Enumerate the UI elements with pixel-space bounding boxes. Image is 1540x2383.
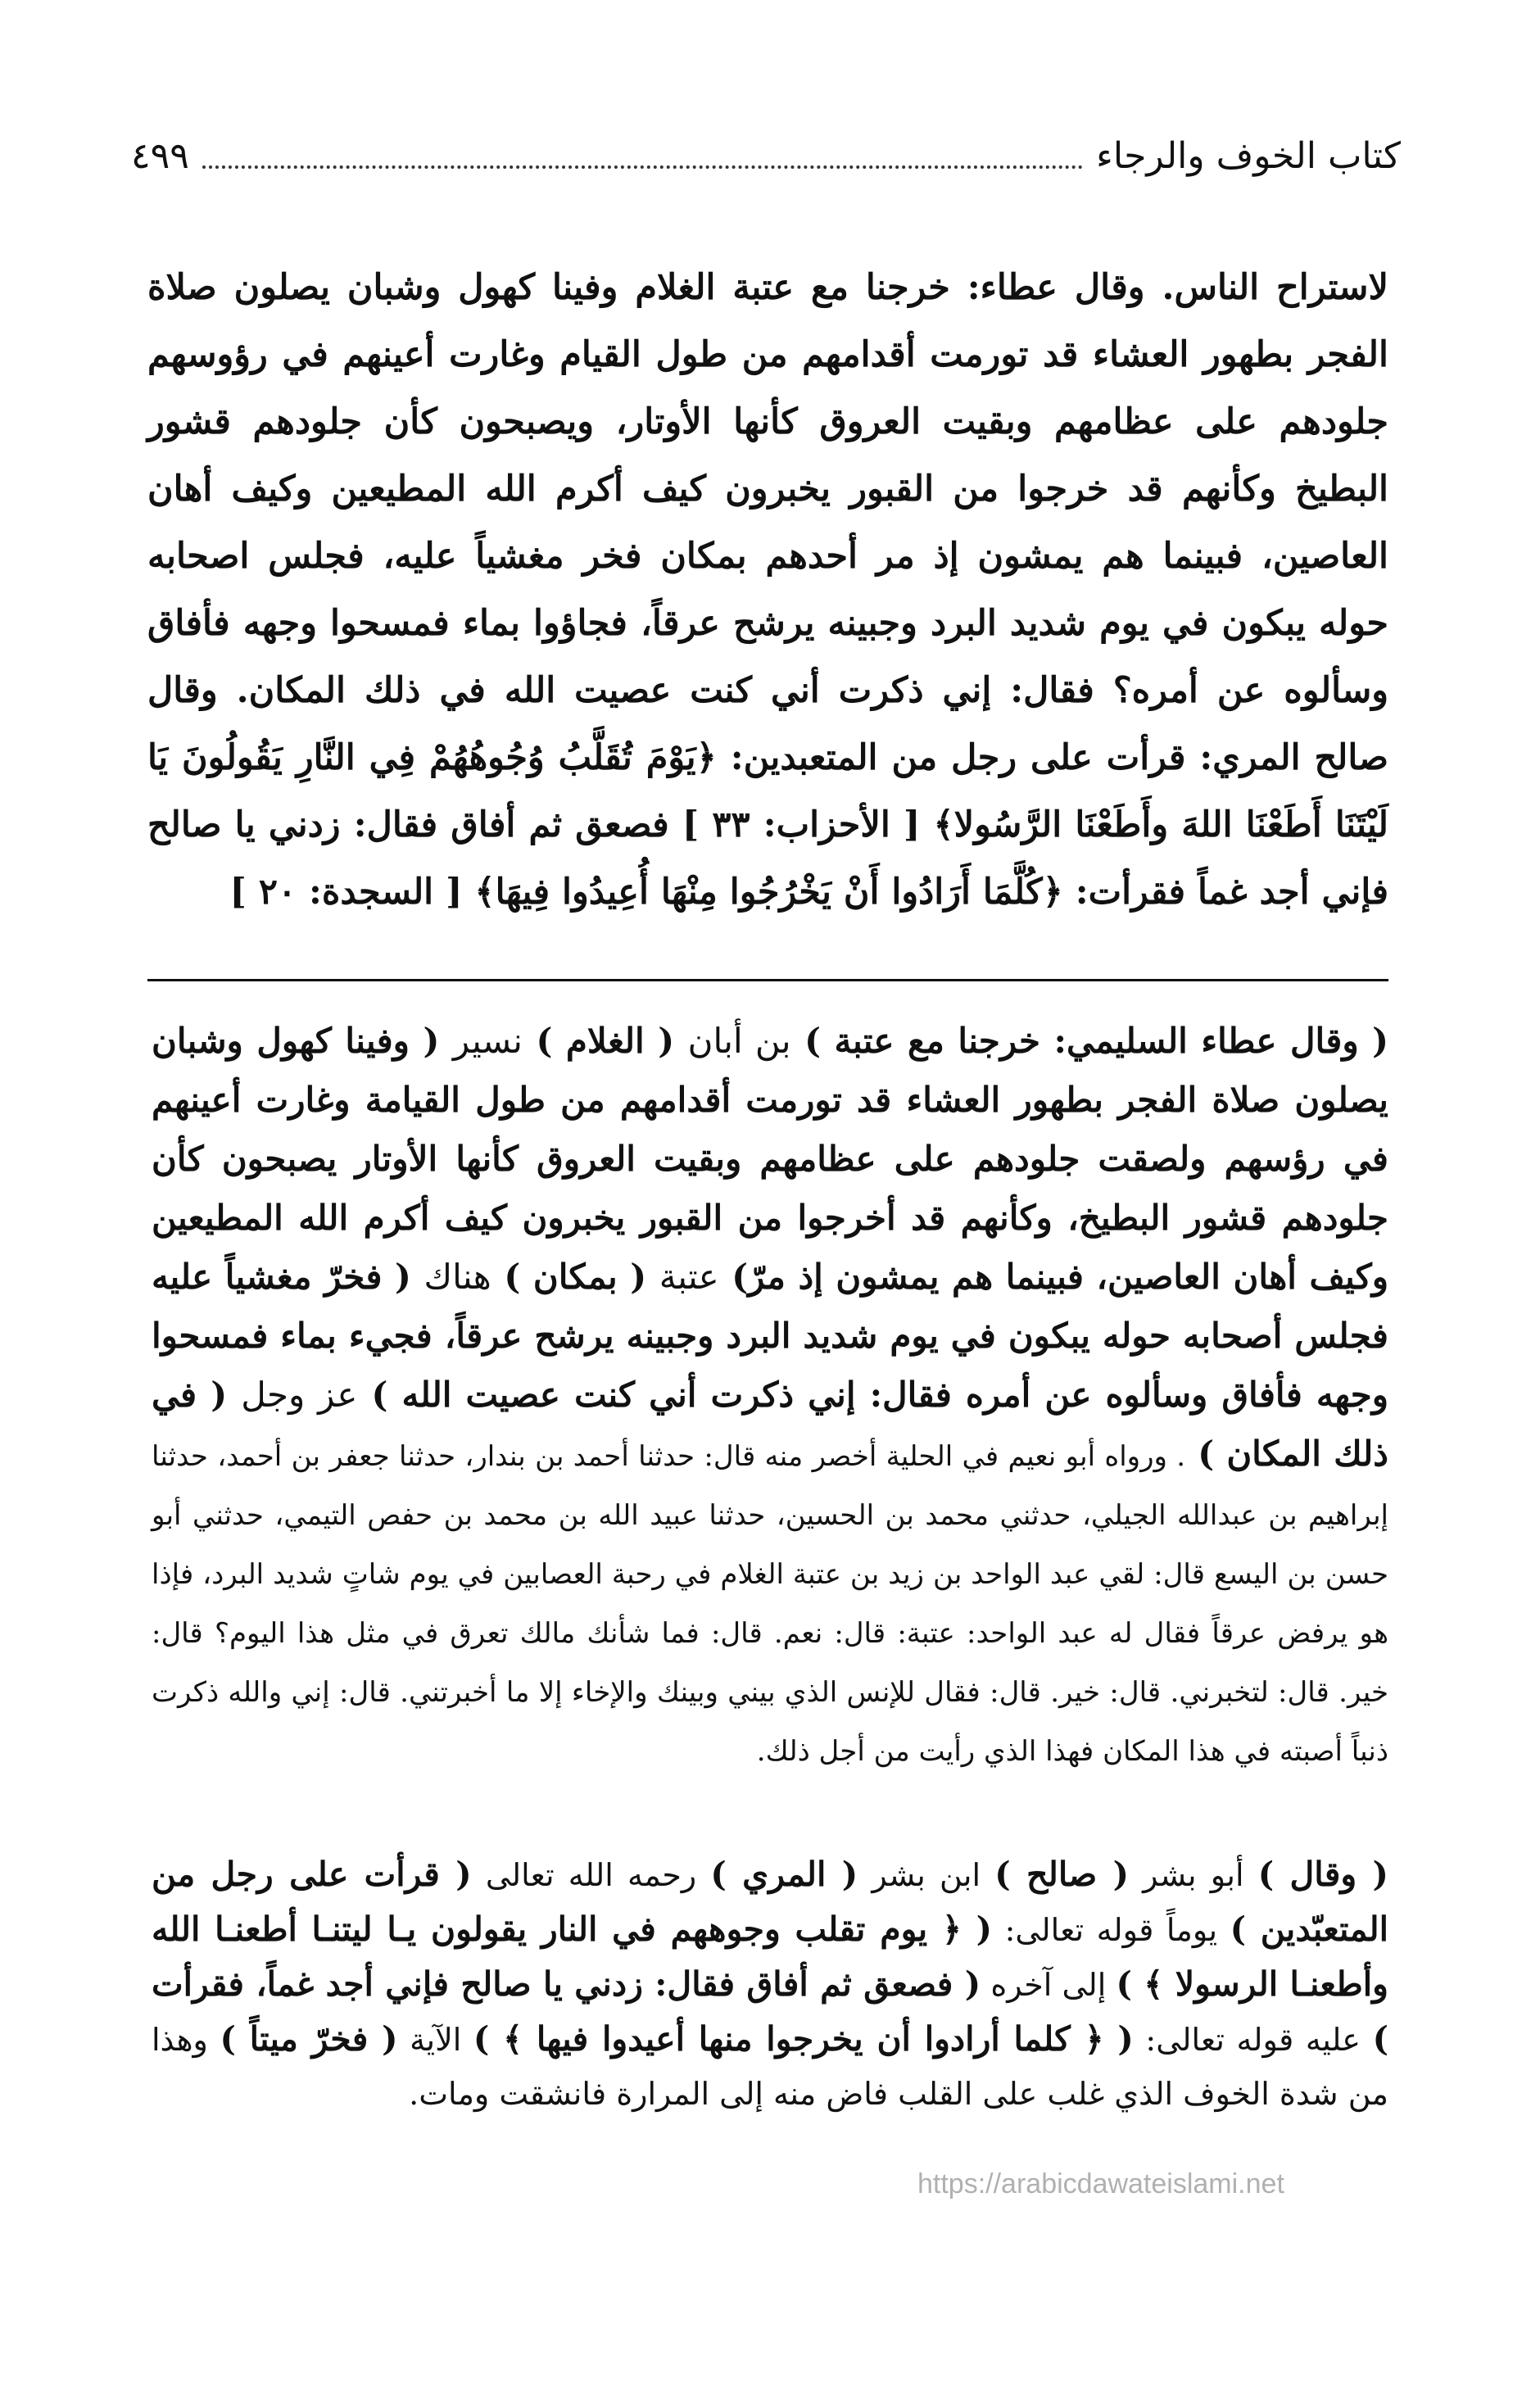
source-watermark: https://arabicdawateislami.net [917, 2168, 1284, 2200]
main-text [147, 254, 1388, 926]
commentary-1-bold-a: ( وقال عطاء السليمي: خرجنا مع عتبة ) [804, 1021, 1389, 1061]
main-paragraph: لاستراح الناس. وقال عطاء: خرجنا مع عتبة الغلام وفينا كهول وشبان يصلون صلاة الفجر بطهور العشاء قد تورمت أقدامهم من طول القيام وغارت أعينهم في رؤوسهم جلودهم على عظامهم وبقيت العروق كأنها الأوتار، ويصبحون كأن جلودهم قشور البطيخ وكأنهم قد خرجوا من القبور يخبرون كيف أكرم الله المطيعين وكيف أهان العاصين، فبينما هم يمشون إذ مر أحدهم بمكان فخر مغشياً عليه، فجلس اصحابه حوله يبكون في يوم شديد البرد وجبينه يرشح عرقاً، فجاؤوا بماء فمسحوا وجهه فأفاق وسألوه عن أمره؟ فقال: إني ذكرت أني كنت عصيت الله في ذلك المكان. وقال صالح المري: قرأت على رجل من المتعبدين: ﴿يَوْمَ تُقَلَّبُ وُجُوهُهُمْ فِي النَّارِ يَقُولُونَ يَا لَيْتَنَا أَطَعْنَا اللهَ وأَطَعْنَا الرَّسُولا﴾ [ الأحزاب: ٣٣ ] فصعق ثم أفاق فقال: زدني يا صالح فإني أجد غماً فقرأت: ﴿كُلَّمَا أَرَادُوا أَنْ يَخْرُجُوا مِنْهَا أُعِيدُوا فِيهَا﴾ [ السجدة: ٢٠ ] [147, 267, 1388, 913]
commentary-2-bold-2: ( صالح ) [994, 1855, 1129, 1894]
book-title: كتاب الخوف والرجاء [1096, 134, 1401, 177]
commentary-2-norm-5: إلى آخره [990, 1967, 1107, 2003]
commentary-1-norm-b: نسير [452, 1021, 523, 1061]
commentary-2-bold-1: ( وقال ) [1257, 1855, 1388, 1894]
commentary-1-bold-f: ( في ذلك المكان ) [152, 1375, 1388, 1474]
commentary-2-bold-8: ( فخرّ ميتاً ) [220, 2019, 398, 2059]
commentary-block-2 [152, 1847, 1388, 2121]
commentary-2-bold-5: ( ﴿ يوم تقلب وجوههم في النار يقولون يـا ليتنـا أطعنـا الله وأطعنـا الرسولا ﴾ ) [152, 1910, 1388, 2004]
commentary-2-bold-3: ( المري ) [710, 1855, 858, 1894]
commentary-1-narration: . ورواه أبو نعيم في الحلية أخصر منه قال: حدثنا أحمد بن بندار، حدثنا جعفر بن أحمد، حدثنا إبراهيم بن عبدالله الجيلي، حدثني محمد بن الحسين، حدثنا عبيد الله بن محمد بن حفص التيمي، حدثني أبو حسن بن اليسع قال: لقي عبد الواحد بن زيد بن عتبة الغلام في رحبة العصابين في يوم شاتٍ شديد البرد، فإذا هو يرفض عرقاً فقال له عبد الواحد: عتبة: قال: نعم. قال: فما شأنك مالك تعرق في مثل هذا اليوم؟ قال: خير. قال: لتخبرني. قال: خير. قال: فقال للإنس الذي بيني وبينك والإخاء إلا ما أخبرتني. قال: إني والله ذكرت ذنباً أصبته في هذا المكان فهذا الذي رأيت من أجل ذلك. [152, 1440, 1388, 1768]
commentary-1-norm-d: هناك [424, 1257, 491, 1297]
commentary-2-norm-2: ابن بشر [872, 1857, 981, 1893]
commentary-1-bold-c: ( وفينا كهول وشبان يصلون صلاة الفجر بطهور العشاء قد تورمت أقدامهم من طول القيامة وغارت أعينهم في رؤسهم ولصقت جلودهم على عظامهم وبقيت العروق كأنها الأوتار يصبحون كأن جلودهم قشور البطيخ، وكأنهم قد أخرجوا من القبور يخبرون كيف أكرم الله المطيعين وكيف أهان العاصين، فبينما هم يمشون إذ مرّ) [152, 1021, 1388, 1297]
commentary-2-norm-1: أبو بشر [1143, 1857, 1244, 1893]
commentary-1-bold-e: ( فخرّ مغشياً عليه فجلس أصحابه حوله يبكون في يوم شديد البرد وجبينه يرشح عرقاً، فجيء بماء فمسحوا وجهه فأفاق وسألوه عن أمره فقال: إني ذكرت أني كنت عصيت الله ) [152, 1257, 1389, 1415]
commentary-1-norm-e: عز وجل [241, 1375, 358, 1415]
commentary-1-lead [152, 1012, 1388, 1778]
commentary-2-norm-4: يوماً قوله تعالى: [1004, 1912, 1218, 1948]
footnote-divider [147, 979, 1388, 981]
dotted-leader [202, 143, 1083, 169]
commentary-2-norm-3: رحمه الله تعالى [485, 1857, 697, 1893]
commentary-1-norm-c: عتبة [659, 1257, 719, 1297]
commentary-2-norm-8: وهذا من شدة الخوف الذي غلب على القلب فاض منه إلى المرارة فانشقت ومات. [152, 2022, 1388, 2112]
commentary-2-norm-6: عليه قوله تعالى: [1145, 2022, 1361, 2058]
commentary-1-norm-a: بن أبان [687, 1021, 791, 1061]
running-header [131, 123, 1401, 188]
commentary-2-bold-4: ( قرأت على رجل من المتعبّدين ) [152, 1855, 1388, 1949]
commentary-2-norm-7: الآية [410, 2022, 462, 2058]
commentary-block-1 [152, 1012, 1388, 1778]
commentary-1-bold-d: ( بمكان ) [504, 1257, 647, 1297]
commentary-1-bold-b: ( الغلام ) [536, 1021, 675, 1061]
commentary-2-bold-6: ( فصعق ثم أفاق فقال: زدني يا صالح فإني أجد غماً، فقرأت ) [152, 1964, 1388, 2059]
commentary-2-bold-7: ( ﴿ كلما أرادوا أن يخرجوا منها أعيدوا فيها ﴾ ) [473, 2019, 1134, 2059]
page-number: ٤٩٩ [131, 134, 189, 177]
